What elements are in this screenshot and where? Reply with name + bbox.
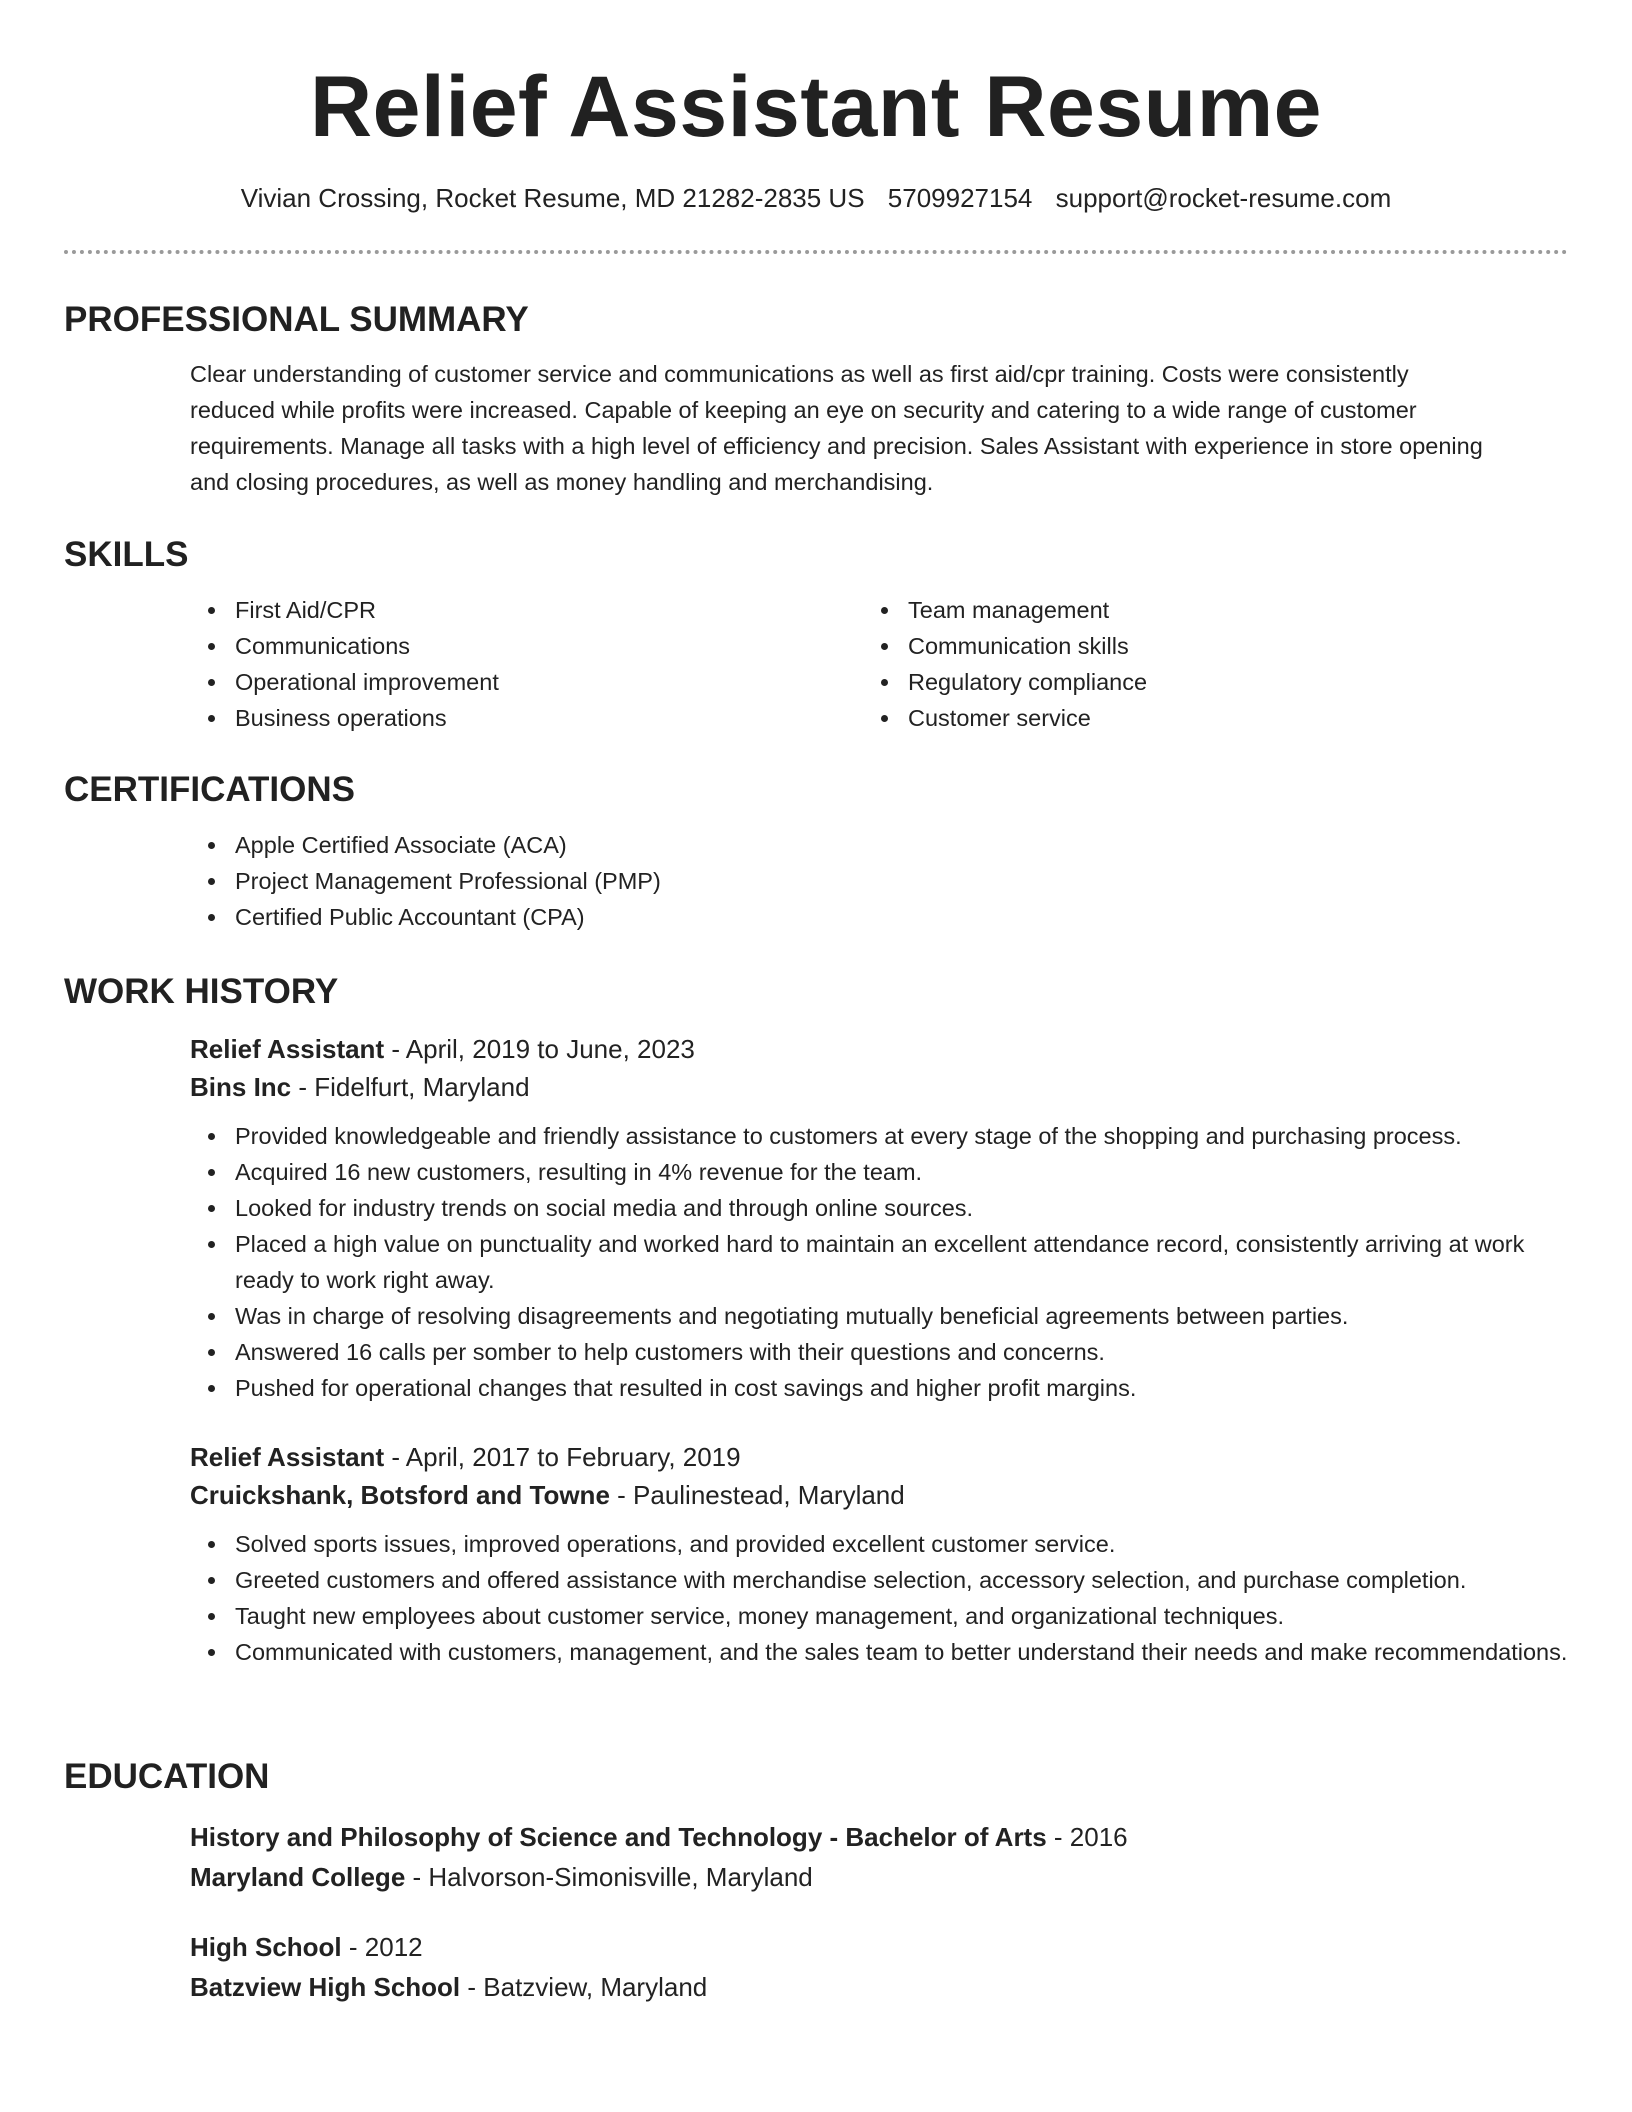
list-item: Apple Certified Associate (ACA) bbox=[192, 827, 1568, 863]
certifications-heading: CERTIFICATIONS bbox=[64, 770, 356, 809]
certifications-section bbox=[64, 768, 1568, 935]
summary-line: reduced while profits were increased. Capable of keeping an eye on security and catering to a wide range of customer bbox=[190, 397, 1417, 423]
contact-line bbox=[0, 180, 1632, 216]
summary-heading: PROFESSIONAL SUMMARY bbox=[64, 300, 529, 339]
job-bullets bbox=[192, 1526, 1568, 1670]
education-entry bbox=[64, 1927, 1568, 2007]
header-divider bbox=[64, 250, 1568, 254]
list-item: Operational improvement bbox=[192, 664, 812, 700]
work-history-section bbox=[64, 970, 1568, 1670]
education-section bbox=[64, 1755, 1568, 2007]
job-entry bbox=[64, 1438, 1568, 1670]
list-item: Greeted customers and offered assistance with merchandise selection, accessory selection, and purchase completion. bbox=[192, 1562, 1568, 1598]
list-item: Looked for industry trends on social media and through online sources. bbox=[192, 1190, 1568, 1226]
skills-list-right bbox=[865, 592, 1485, 736]
skills-section bbox=[64, 533, 1568, 733]
education-school-line bbox=[190, 1967, 1568, 2007]
summary-section bbox=[64, 298, 1568, 500]
list-item: Taught new employees about customer service, money management, and organizational techniques. bbox=[192, 1598, 1568, 1634]
summary-line: requirements. Manage all tasks with a high level of efficiency and precision. Sales Assistant with experience in store opening bbox=[190, 433, 1483, 459]
job-company-line bbox=[190, 1068, 1568, 1106]
summary-line: and closing procedures, as well as money handling and merchandising. bbox=[190, 469, 934, 495]
list-item: Team management bbox=[865, 592, 1485, 628]
list-item: Communicated with customers, management, and the sales team to better understand their needs and make recommendations. bbox=[192, 1634, 1568, 1670]
list-item: Acquired 16 new customers, resulting in 4% revenue for the team. bbox=[192, 1154, 1568, 1190]
summary-line: Clear understanding of customer service and communications as well as first aid/cpr training. Costs were consistently bbox=[190, 361, 1409, 387]
contact-phone: 5709927154 bbox=[887, 183, 1033, 213]
education-degree: History and Philosophy of Science and Technology - Bachelor of Arts bbox=[190, 1822, 1047, 1852]
job-title: Relief Assistant bbox=[190, 1034, 385, 1064]
job-company: Bins Inc bbox=[190, 1072, 292, 1102]
job-dates: - April, 2019 to June, 2023 bbox=[384, 1034, 695, 1064]
job-title: Relief Assistant bbox=[190, 1442, 385, 1472]
list-item: First Aid/CPR bbox=[192, 592, 812, 628]
skills-heading: SKILLS bbox=[64, 535, 189, 574]
job-bullets bbox=[192, 1118, 1568, 1406]
education-entry bbox=[64, 1817, 1568, 1897]
job-company: Cruickshank, Botsford and Towne bbox=[190, 1480, 610, 1510]
list-item: Customer service bbox=[865, 700, 1485, 736]
education-school: Maryland College bbox=[190, 1862, 406, 1892]
education-year: - 2016 bbox=[1046, 1822, 1128, 1852]
job-entry bbox=[64, 1030, 1568, 1406]
education-location: - Batzview, Maryland bbox=[460, 1972, 708, 2002]
education-degree: High School bbox=[190, 1932, 342, 1962]
resume-title: Relief Assistant Resume bbox=[309, 59, 1322, 155]
list-item: Answered 16 calls per somber to help customers with their questions and concerns. bbox=[192, 1334, 1568, 1370]
education-year: - 2012 bbox=[341, 1932, 423, 1962]
job-dates: - April, 2017 to February, 2019 bbox=[384, 1442, 741, 1472]
list-item: Communications bbox=[192, 628, 812, 664]
list-item: Project Management Professional (PMP) bbox=[192, 863, 1568, 899]
list-item: Business operations bbox=[192, 700, 812, 736]
list-item: Provided knowledgeable and friendly assistance to customers at every stage of the shopping and purchasing process. bbox=[192, 1118, 1568, 1154]
contact-email: support@rocket-resume.com bbox=[1055, 183, 1392, 213]
summary-text bbox=[64, 356, 1568, 500]
list-item: Pushed for operational changes that resulted in cost savings and higher profit margins. bbox=[192, 1370, 1568, 1406]
job-title-line bbox=[190, 1030, 1568, 1068]
education-heading: EDUCATION bbox=[64, 1757, 270, 1796]
education-school-line bbox=[190, 1857, 1568, 1897]
job-company-line bbox=[190, 1476, 1568, 1514]
contact-address: Vivian Crossing, Rocket Resume, MD 21282-2835 US bbox=[240, 183, 865, 213]
list-item: Regulatory compliance bbox=[865, 664, 1485, 700]
list-item: Placed a high value on punctuality and worked hard to maintain an excellent attendance record, consistently arriving at work ready to work right away. bbox=[192, 1226, 1568, 1298]
certifications-list bbox=[192, 827, 1568, 935]
education-degree-line bbox=[190, 1927, 1568, 1967]
education-location: - Halvorson-Simonisville, Maryland bbox=[405, 1862, 813, 1892]
education-school: Batzview High School bbox=[190, 1972, 461, 2002]
work-history-heading: WORK HISTORY bbox=[64, 972, 339, 1011]
list-item: Solved sports issues, improved operations, and provided excellent customer service. bbox=[192, 1526, 1568, 1562]
list-item: Was in charge of resolving disagreements and negotiating mutually beneficial agreements between parties. bbox=[192, 1298, 1568, 1334]
skills-list-left bbox=[192, 592, 812, 736]
list-item: Certified Public Accountant (CPA) bbox=[192, 899, 1568, 935]
job-title-line bbox=[190, 1438, 1568, 1476]
job-location: - Fidelfurt, Maryland bbox=[291, 1072, 530, 1102]
list-item: Communication skills bbox=[865, 628, 1485, 664]
job-location: - Paulinestead, Maryland bbox=[609, 1480, 905, 1510]
education-degree-line bbox=[190, 1817, 1568, 1857]
